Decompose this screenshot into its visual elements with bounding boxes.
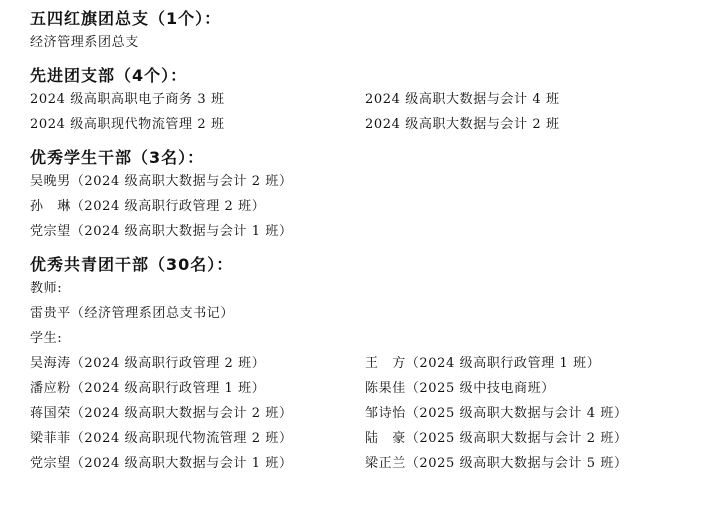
list-item: 邹诗怡（2025 级高职大数据与会计 4 班） (365, 406, 628, 421)
list-item: 王 方（2024 级高职行政管理 1 班） (365, 356, 601, 371)
section-title-advanced-branches: 先进团支部（4个）： (30, 66, 188, 85)
table-row (30, 451, 700, 476)
list-item: 2024 级高职大数据与会计 4 班 (365, 92, 560, 107)
section-title-league-cadres: 优秀共青团干部（30名）： (30, 255, 234, 274)
section-league-cadres (30, 254, 700, 476)
table-row (30, 112, 700, 137)
table-row (30, 87, 700, 112)
table-row (30, 426, 700, 451)
section-student-cadres (30, 147, 700, 244)
list-item: 潘应粉（2024 级高职行政管理 1 班） (30, 381, 266, 396)
table-row (30, 351, 700, 376)
list-item: 2024 级高职高职电子商务 3 班 (30, 92, 225, 107)
list-item: 经济管理系团总支 (30, 35, 139, 50)
list-item: 雷贵平（经济管理系团总支书记） (30, 306, 235, 321)
award-document (30, 8, 700, 476)
list-item: 2024 级高职现代物流管理 2 班 (30, 117, 225, 132)
student-label: 学生: (30, 331, 63, 346)
list-item: 陈果佳（2025 级中技电商班） (365, 381, 555, 396)
section-title-red-flag: 五四红旗团总支（1个）： (30, 9, 222, 28)
list-item: 吴海涛（2024 级高职行政管理 2 班） (30, 356, 266, 371)
list-item: 党宗望（2024 级高职大数据与会计 1 班） (30, 456, 293, 471)
teacher-label: 教师: (30, 281, 63, 296)
table-row (30, 376, 700, 401)
list-item: 蒋国荣（2024 级高职大数据与会计 2 班） (30, 406, 293, 421)
list-item: 梁菲菲（2024 级高职现代物流管理 2 班） (30, 431, 293, 446)
list-item: 孙 琳（2024 级高职行政管理 2 班） (30, 199, 266, 214)
table-row (30, 401, 700, 426)
section-title-student-cadres: 优秀学生干部（3名）： (30, 148, 205, 167)
section-red-flag-committee (30, 8, 700, 55)
list-item: 陆 豪（2025 级高职大数据与会计 2 班） (365, 431, 628, 446)
list-item: 党宗望（2024 级高职大数据与会计 1 班） (30, 224, 293, 239)
list-item: 吴晚男（2024 级高职大数据与会计 2 班） (30, 174, 293, 189)
section-advanced-branches (30, 65, 700, 137)
list-item: 梁正兰（2025 级高职大数据与会计 5 班） (365, 456, 628, 471)
list-item: 2024 级高职大数据与会计 2 班 (365, 117, 560, 132)
